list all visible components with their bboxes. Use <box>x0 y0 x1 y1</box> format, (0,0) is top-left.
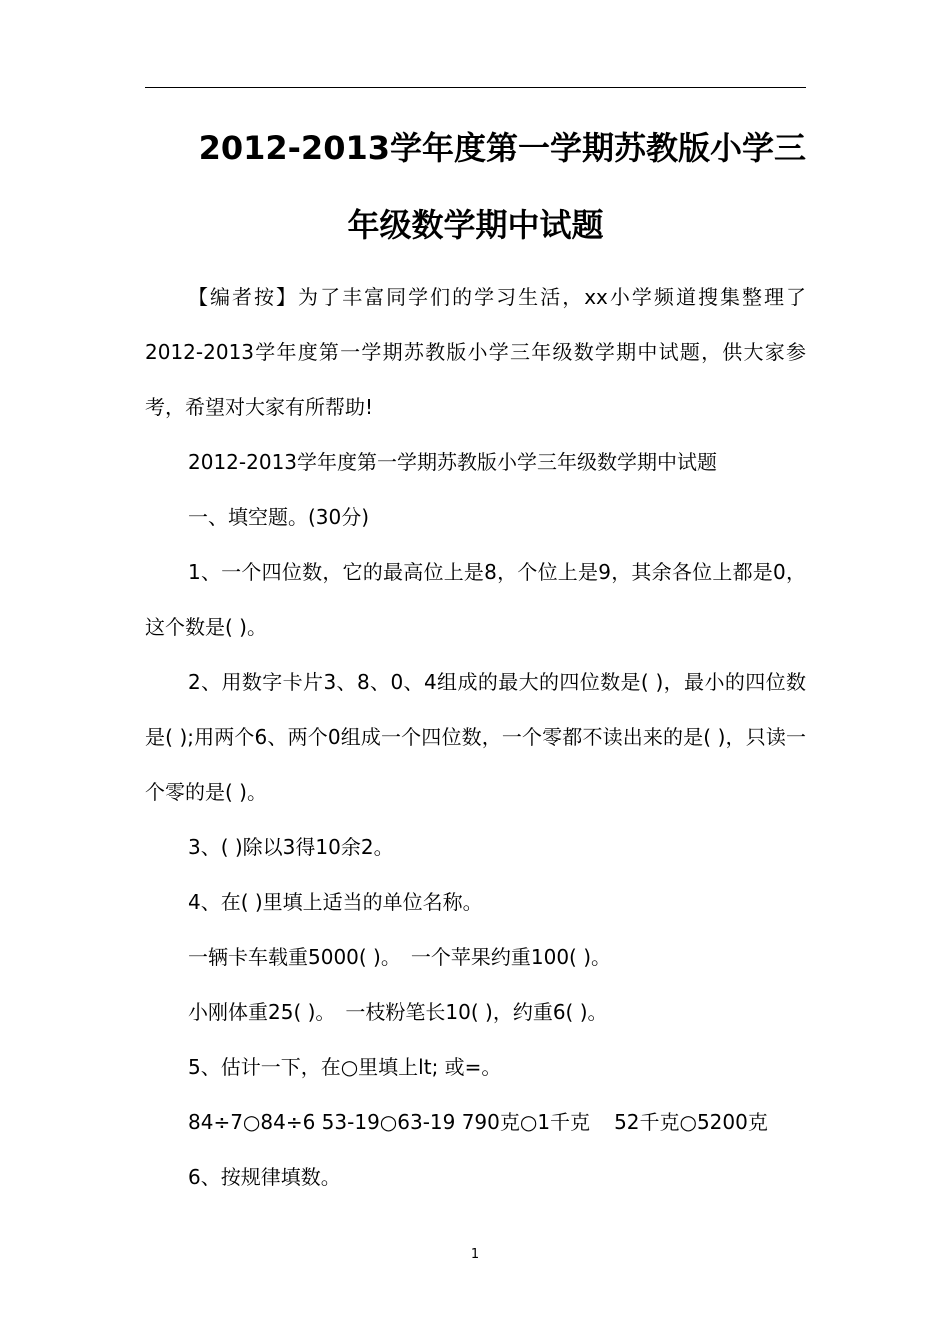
header-rule <box>145 87 806 88</box>
question-6: 6、按规律填数。 <box>188 1165 341 1189</box>
document-subtitle: 2012-2013学年度第一学期苏教版小学三年级数学期中试题 <box>188 450 718 474</box>
editor-note: 【编者按】为了丰富同学们的学习生活，xx小学频道搜集整理了2012-2013学年度第一学期苏教版小学三年级数学期中试题，供大家参考，希望对大家有所帮助! <box>145 285 806 419</box>
question-2: 2、用数字卡片3、8、0、4组成的最大的四位数是( )，最小的四位数是( );用两个6、两个0组成一个四位数，一个零都不读出来的是( )，只读一个零的是( )。 <box>145 670 806 804</box>
question-4: 4、在( )里填上适当的单位名称。 <box>188 890 483 914</box>
question-4-line-1 <box>145 930 806 985</box>
section-heading-fill-in: 一、填空题。(30分) <box>188 505 370 529</box>
question-4-line-2 <box>145 985 806 1040</box>
question-4-item-truck: 一辆卡车载重5000( )。 <box>188 945 401 969</box>
question-1: 1、一个四位数，它的最高位上是8，个位上是9，其余各位上都是0，这个数是( )。 <box>145 560 806 639</box>
question-5-comparisons <box>145 1095 806 1150</box>
question-4-item-chalk: 一枝粉笔长10( )，约重6( )。 <box>345 1000 608 1024</box>
question-3: 3、( )除以3得10余2。 <box>188 835 394 859</box>
question-4-item-apple: 一个苹果约重100( )。 <box>410 945 612 969</box>
document-title-line-1: 2012-2013学年度第一学期苏教版小学三 <box>198 129 806 167</box>
question-4-item-weight: 小刚体重25( )。 <box>188 1000 336 1024</box>
question-5: 5、估计一下，在○里填上lt; 或=。 <box>188 1055 502 1079</box>
document-title-line-2: 年级数学期中试题 <box>347 206 604 244</box>
page-number: 1 <box>470 1247 480 1262</box>
question-5-items-a: 84÷7○84÷6 53-19○63-19 790克○1千克 <box>188 1110 591 1134</box>
question-5-items-b: 52千克○5200克 <box>614 1110 768 1134</box>
document-body <box>145 270 806 1205</box>
